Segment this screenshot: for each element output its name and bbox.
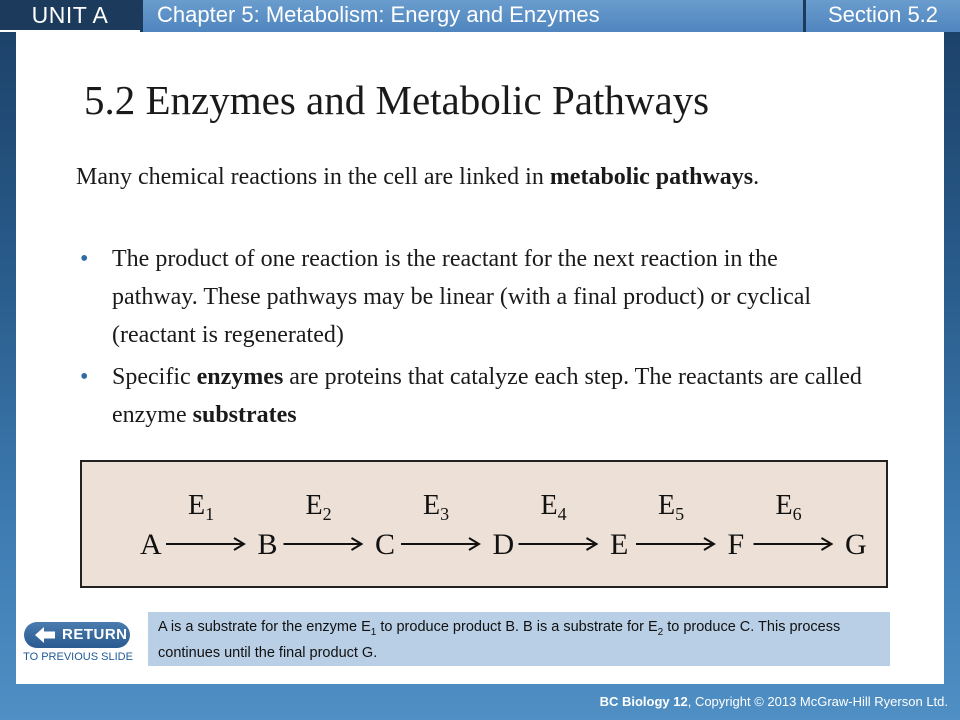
footer-text: , Copyright © 2013 McGraw-Hill Ryerson Ltd. <box>687 694 948 709</box>
return-button[interactable] <box>24 622 130 648</box>
bullet-text-bold: substrates <box>192 402 297 428</box>
note-text: to produce C. This process continues until the final product G. <box>158 619 841 661</box>
chapter-label: Chapter 5: Metabolism: Energy and Enzymes <box>143 0 803 32</box>
bullet-item <box>76 240 866 354</box>
substrate-label: A <box>140 528 162 561</box>
substrate-label: D <box>492 528 515 561</box>
enzyme-label: $E_1$ <box>188 490 215 524</box>
pathway-svg <box>82 462 886 586</box>
intro-text-pre: Many chemical reactions in the cell are linked in <box>76 164 550 190</box>
bullet-text-pre: Specific <box>112 364 197 390</box>
return-arrow-icon <box>34 626 56 644</box>
caption-note <box>148 612 890 666</box>
enzyme-label: $E_2$ <box>305 490 332 524</box>
enzyme-label: $E_6$ <box>775 490 802 524</box>
bullet-item <box>76 358 866 434</box>
bullet-text-mid: are proteins that catalyze each step. The reactants are called enzyme <box>112 364 862 428</box>
footer-book: BC Biology 12 <box>599 694 688 709</box>
substrate-label: F <box>727 528 745 561</box>
substrate-label: B <box>257 528 278 561</box>
note-subscript: 1 <box>370 626 377 638</box>
section-label: Section 5.2 <box>806 0 960 32</box>
enzyme-label: $E_3$ <box>423 490 450 524</box>
slide-title: 5.2 Enzymes and Metabolic Pathways <box>84 77 710 123</box>
unit-label: UNIT A <box>0 0 140 32</box>
enzyme-label: $E_5$ <box>658 490 685 524</box>
bullet-text: The product of one reaction is the reactant for the next reaction in the pathway. These pathways may be linear (with a final product) or cyclical (reactant is regenerated) <box>112 246 812 348</box>
pathway-diagram <box>80 460 888 588</box>
intro-paragraph <box>76 158 866 196</box>
substrate-label: E <box>610 528 629 561</box>
note-text: A is a substrate for the enzyme E <box>158 619 371 635</box>
intro-text-post: . <box>753 164 760 190</box>
return-label: RETURN <box>62 626 128 643</box>
note-subscript: 2 <box>657 626 664 638</box>
footer-copyright <box>0 690 948 714</box>
substrate-label: G <box>845 528 867 561</box>
bullet-text-bold: enzymes <box>196 364 284 390</box>
header-bar <box>0 0 960 32</box>
intro-text-bold: metabolic pathways <box>549 164 754 190</box>
substrate-label: C <box>375 528 396 561</box>
note-text: to produce product B. B is a substrate for E <box>376 619 658 635</box>
enzyme-label: $E_4$ <box>540 490 567 524</box>
return-sub-label: TO PREVIOUS SLIDE <box>23 651 133 663</box>
bullet-list <box>76 240 866 438</box>
